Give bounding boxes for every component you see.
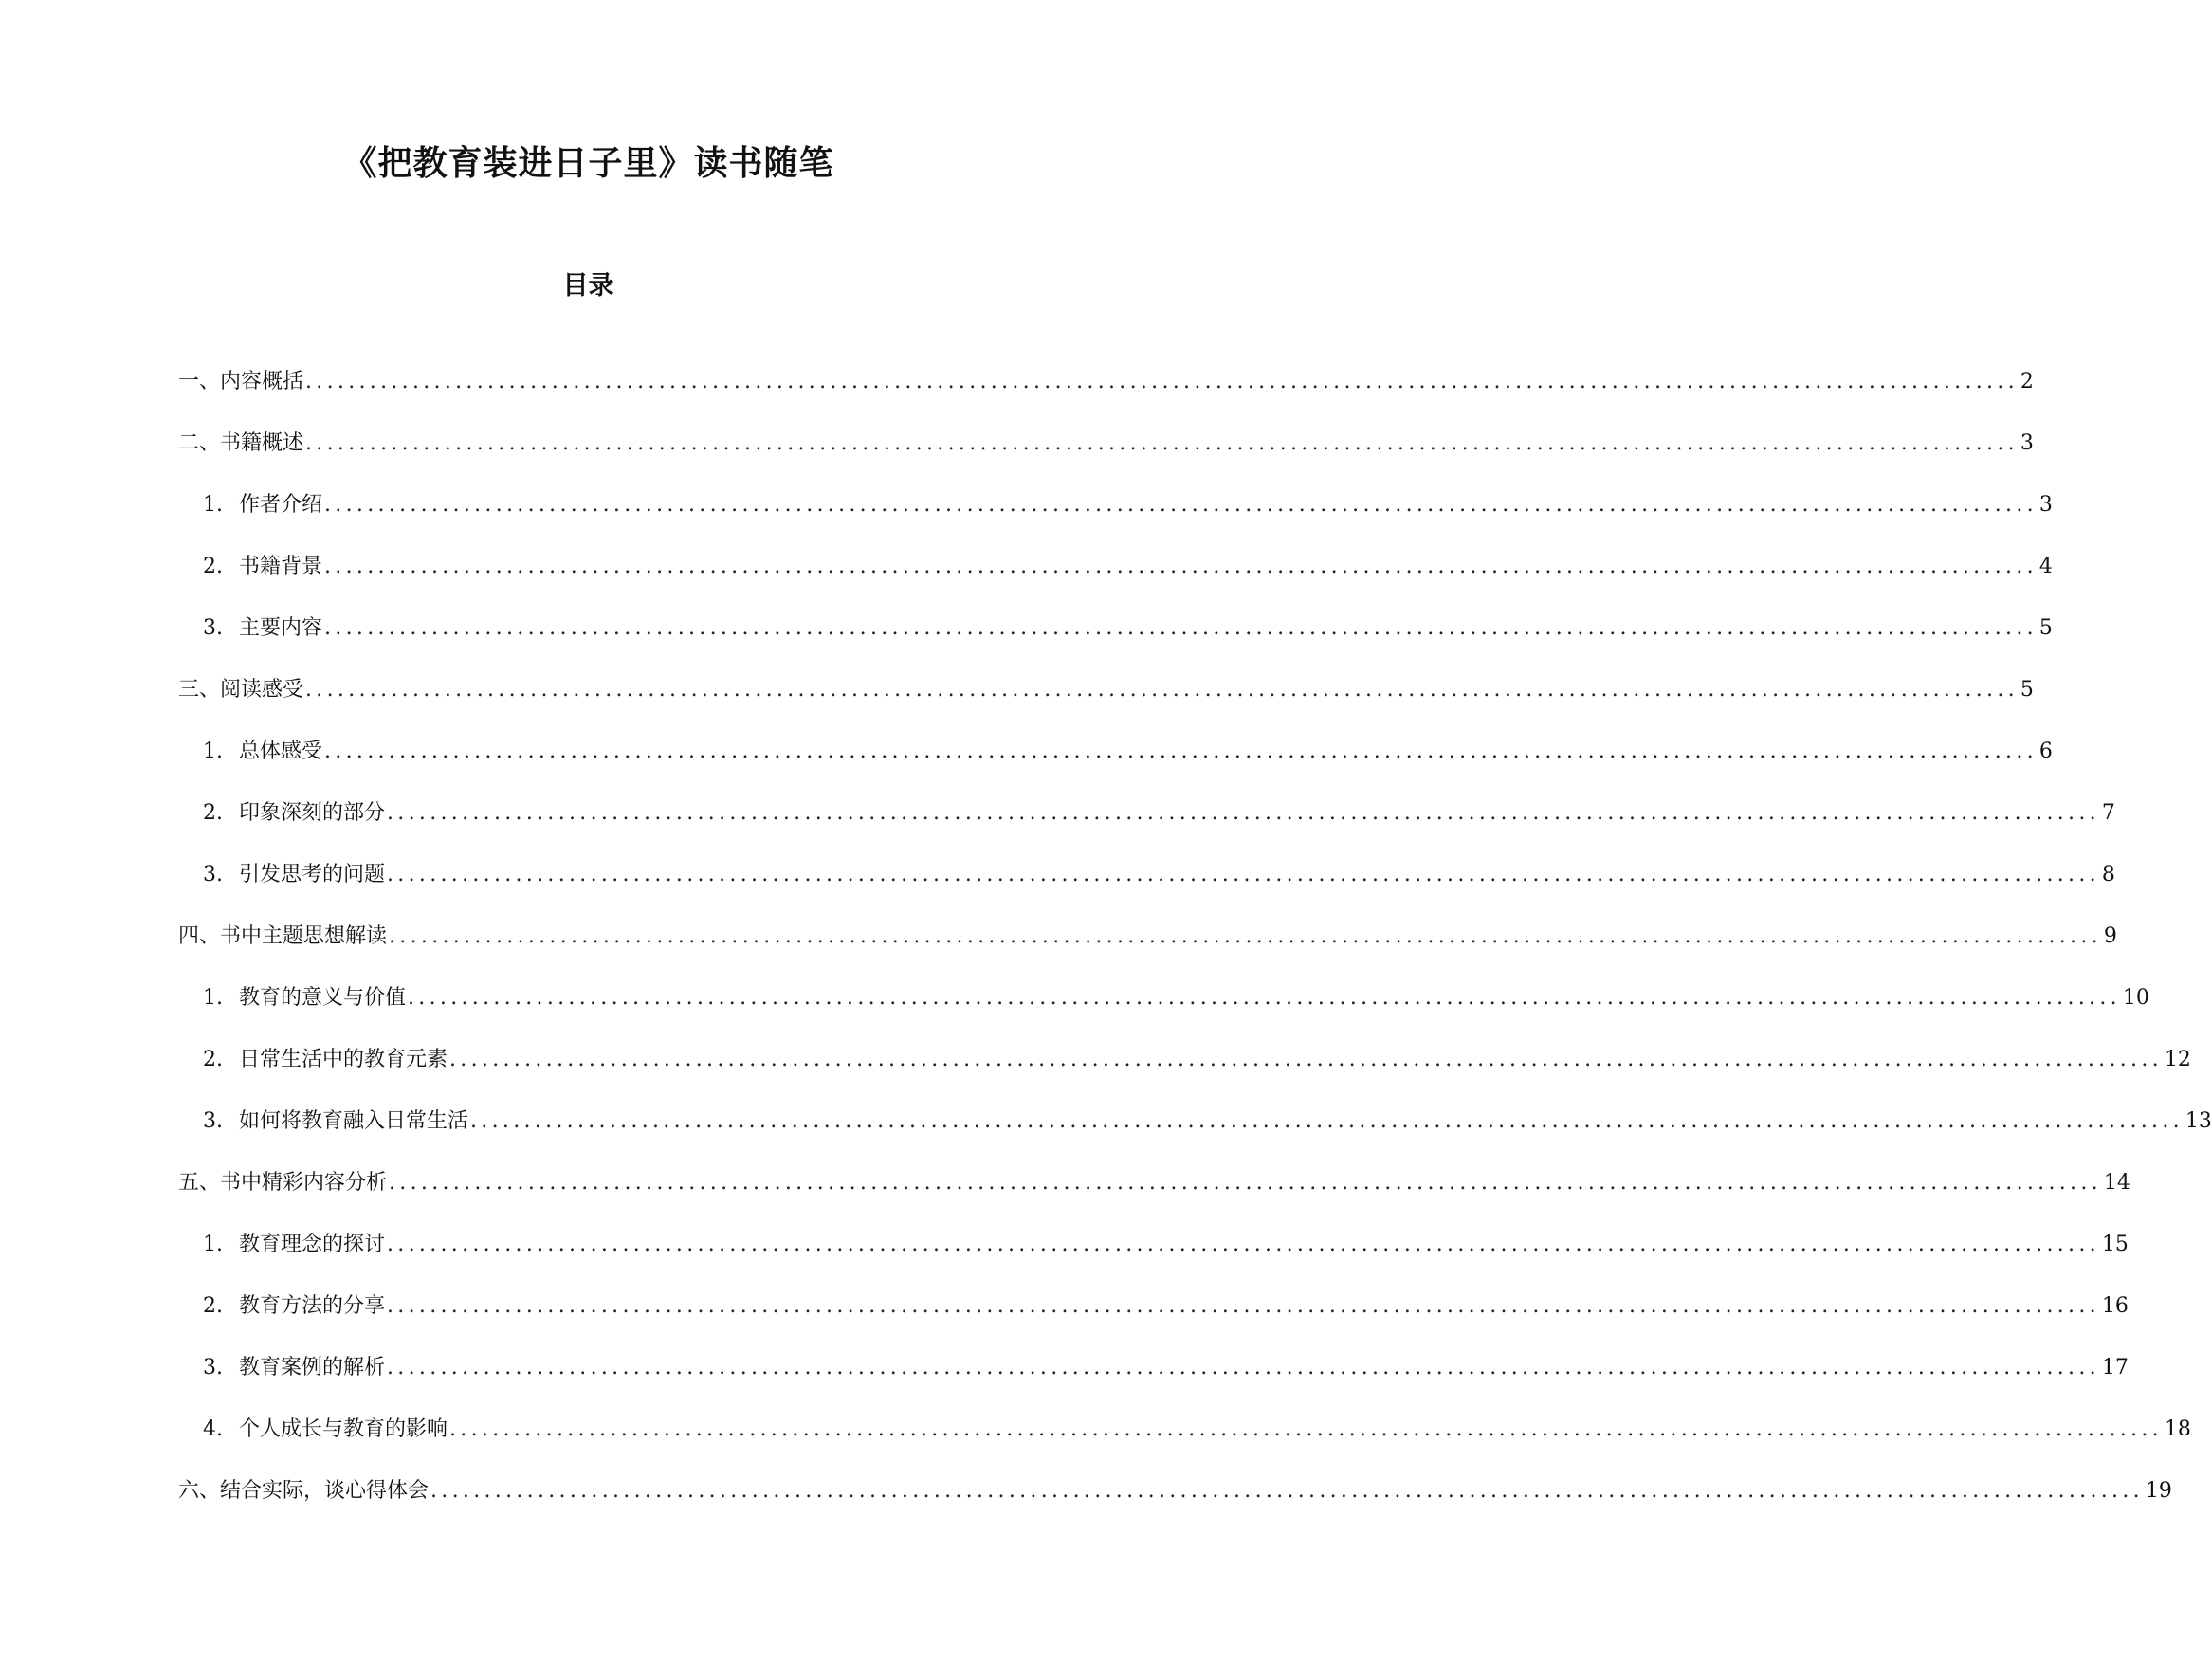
toc-entry-text: 教育理念的探讨 xyxy=(239,1233,386,1256)
toc-page-number: 18 xyxy=(2164,1417,2191,1441)
toc-entry-text: 五、书中精彩内容分析 xyxy=(178,1171,388,1195)
toc-page-number: 17 xyxy=(2101,1356,2129,1380)
toc-entry-number: 4. xyxy=(203,1417,223,1441)
toc-entry[interactable] xyxy=(178,673,2034,735)
toc-dot-leader: ................................................................................................................................................................ xyxy=(430,1479,2144,1503)
toc-dot-leader: ................................................................................................................................................................ xyxy=(470,1109,2184,1133)
toc-page-number: 3 xyxy=(2020,431,2034,455)
toc-entry-number: 3. xyxy=(203,616,223,640)
toc-entry-text: 如何将教育融入日常生活 xyxy=(239,1109,469,1133)
toc-entry-text: 主要内容 xyxy=(239,616,323,640)
toc-dot-leader: ................................................................................................................................................................ xyxy=(324,555,2038,578)
toc-page-number: 9 xyxy=(2103,924,2117,948)
toc-dot-leader: ................................................................................................................................................................ xyxy=(305,370,2019,393)
toc-entry-text: 一、内容概括 xyxy=(178,370,304,393)
toc-entry[interactable] xyxy=(178,735,2053,796)
toc-entry-number: 2. xyxy=(203,1294,223,1318)
table-of-contents xyxy=(178,365,2212,1536)
toc-dot-leader: ................................................................................................................................................................ xyxy=(305,678,2019,702)
toc-dot-leader: ................................................................................................................................................................ xyxy=(387,1356,2100,1380)
toc-entry[interactable] xyxy=(178,1228,2129,1289)
toc-entry[interactable] xyxy=(178,1413,2191,1474)
toc-entry-text: 个人成长与教育的影响 xyxy=(239,1417,448,1441)
toc-heading: 目录 xyxy=(562,271,614,301)
toc-entry-text: 六、结合实际，谈心得体会 xyxy=(178,1479,430,1503)
toc-dot-leader: ................................................................................................................................................................ xyxy=(387,1294,2100,1318)
toc-page-number: 5 xyxy=(2038,616,2053,640)
toc-entry-number: 2. xyxy=(203,801,223,825)
toc-entry[interactable] xyxy=(178,427,2034,488)
toc-dot-leader: ................................................................................................................................................................ xyxy=(389,924,2102,948)
toc-dot-leader: ................................................................................................................................................................ xyxy=(449,1417,2163,1441)
toc-entry[interactable] xyxy=(178,981,2149,1043)
toc-dot-leader: ................................................................................................................................................................ xyxy=(324,740,2038,763)
toc-page-number: 8 xyxy=(2101,863,2115,886)
toc-dot-leader: ................................................................................................................................................................ xyxy=(387,1233,2100,1256)
toc-entry-text: 日常生活中的教育元素 xyxy=(239,1048,448,1071)
toc-entry[interactable] xyxy=(178,1351,2129,1413)
toc-entry-text: 二、书籍概述 xyxy=(178,431,304,455)
toc-page-number: 12 xyxy=(2164,1048,2191,1071)
toc-entry-text: 总体感受 xyxy=(239,740,323,763)
toc-page-number: 16 xyxy=(2101,1294,2129,1318)
toc-dot-leader: ................................................................................................................................................................ xyxy=(387,863,2100,886)
toc-entry-text: 三、阅读感受 xyxy=(178,678,304,702)
toc-entry[interactable] xyxy=(178,1105,2212,1166)
toc-dot-leader: ................................................................................................................................................................ xyxy=(324,616,2038,640)
toc-entry-number: 1. xyxy=(203,1233,223,1256)
toc-entry-text: 作者介绍 xyxy=(239,493,323,517)
toc-page-number: 3 xyxy=(2038,493,2053,517)
toc-dot-leader: ................................................................................................................................................................ xyxy=(408,986,2121,1010)
toc-entry-number: 2. xyxy=(203,1048,223,1071)
toc-entry-number: 1. xyxy=(203,986,223,1010)
toc-entry[interactable] xyxy=(178,796,2115,858)
toc-entry-text: 印象深刻的部分 xyxy=(239,801,386,825)
toc-entry-number: 3. xyxy=(203,1356,223,1380)
toc-page-number: 5 xyxy=(2020,678,2034,702)
toc-dot-leader: ................................................................................................................................................................ xyxy=(324,493,2038,517)
toc-entry-text: 书籍背景 xyxy=(239,555,323,578)
toc-entry-number: 3. xyxy=(203,863,223,886)
toc-page-number: 14 xyxy=(2103,1171,2130,1195)
toc-entry[interactable] xyxy=(178,1474,2172,1536)
toc-entry[interactable] xyxy=(178,1289,2129,1351)
toc-dot-leader: ................................................................................................................................................................ xyxy=(305,431,2019,455)
document-title: 《把教育装进日子里》读书随笔 xyxy=(342,144,834,183)
toc-page-number: 6 xyxy=(2038,740,2053,763)
toc-dot-leader: ................................................................................................................................................................ xyxy=(389,1171,2102,1195)
toc-page-number: 19 xyxy=(2145,1479,2172,1503)
toc-entry[interactable] xyxy=(178,365,2034,427)
toc-entry-text: 引发思考的问题 xyxy=(239,863,386,886)
toc-entry[interactable] xyxy=(178,612,2053,673)
toc-entry[interactable] xyxy=(178,1043,2191,1105)
toc-entry[interactable] xyxy=(178,1166,2130,1228)
toc-page-number: 10 xyxy=(2122,986,2149,1010)
toc-entry[interactable] xyxy=(178,858,2115,920)
toc-entry-text: 四、书中主题思想解读 xyxy=(178,924,388,948)
toc-entry[interactable] xyxy=(178,550,2053,612)
toc-dot-leader: ................................................................................................................................................................ xyxy=(449,1048,2163,1071)
toc-page-number: 13 xyxy=(2185,1109,2212,1133)
toc-page-number: 4 xyxy=(2038,555,2053,578)
toc-entry[interactable] xyxy=(178,488,2053,550)
toc-entry-number: 2. xyxy=(203,555,223,578)
toc-page-number: 2 xyxy=(2020,370,2034,393)
toc-entry-text: 教育案例的解析 xyxy=(239,1356,386,1380)
toc-entry-number: 1. xyxy=(203,740,223,763)
toc-page-number: 15 xyxy=(2101,1233,2129,1256)
toc-entry-text: 教育方法的分享 xyxy=(239,1294,386,1318)
toc-entry-number: 3. xyxy=(203,1109,223,1133)
toc-entry-number: 1. xyxy=(203,493,223,517)
toc-page-number: 7 xyxy=(2101,801,2115,825)
toc-dot-leader: ................................................................................................................................................................ xyxy=(387,801,2100,825)
toc-entry[interactable] xyxy=(178,920,2117,981)
toc-entry-text: 教育的意义与价值 xyxy=(239,986,407,1010)
